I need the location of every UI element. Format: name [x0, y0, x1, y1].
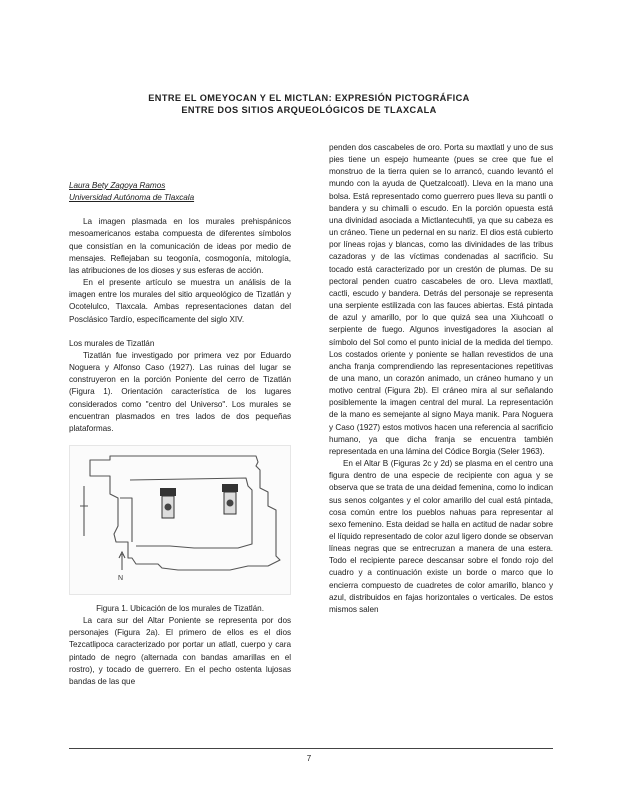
north-label: N: [118, 574, 124, 582]
left-column: [69, 180, 291, 688]
altar-west: [160, 488, 176, 518]
figure-1-site-plan: [69, 445, 291, 595]
paper-title: [40, 92, 578, 116]
page-number: 7: [306, 754, 312, 763]
north-arrow: [118, 552, 125, 582]
title-line-2: ENTRE DOS SITIOS ARQUEOLÓGICOS DE TLAXCALA: [181, 105, 437, 115]
altar-east: [222, 484, 238, 514]
section-heading: Los murales de Tizatlán: [69, 338, 155, 348]
footer-rule: [69, 748, 553, 749]
paragraph: En el presente artículo se muestra un análisis de la imagen entre los murales del sitio arqueológico de Tizatlán y Ocotelulco, Tlaxcala. Ambas representaciones datan del Posclásico Tardío, específicamente del siglo XIV.: [69, 278, 291, 324]
site-plan-drawing: [70, 446, 290, 594]
title-line-1: ENTRE EL OMEYOCAN Y EL MICTLAN: EXPRESIÓN PICTOGRÁFICA: [148, 93, 470, 103]
paragraph: Tizatlán fue investigado por primera vez por Eduardo Noguera y Alfonso Caso (1927). Las ruinas del lugar se construyeron en la porción Poniente del cerro de Tizatlán (Figura 1). Orientación característica de los lugares considerados como "centro del Universo". Los murales se encuentran plasmados en tres lados de dos pequeñas plataformas.: [69, 350, 291, 433]
paragraph: La imagen plasmada en los murales prehispánicos mesoamericanos estaba compuesta de diferentes símbolos que consistían en la comunicación de ideas por medio de mensajes. Reflejaban su teogonía, cosmogonía, mitología, las atribuciones de los dioses y sus esferas de acción.: [69, 217, 291, 275]
author-name: Laura Bety Zagoya Ramos: [69, 181, 166, 190]
figure-caption: Figura 1. Ubicación de los murales de Tizatlán.: [96, 603, 264, 613]
plan-step: [120, 498, 132, 542]
plan-left-edge: [80, 486, 88, 536]
author-affiliation: Universidad Autónoma de Tlaxcala: [69, 193, 195, 203]
paragraph: En el Altar B (Figuras 2c y 2d) se plasma en el centro una figura dentro de una especie de recipiente con agua y se observa que se trata de una deidad femenina, como lo indican sus senos colgantes y el color amarillo del cual está pintada, cosa común entre los pueblos nahuas para representar al sexo femenino. Esta deidad se halla en actitud de nadar sobre el líquido representado de color azul ligero donde se observan líneas negras que se entrecruzan a manera de una estera. Todo el recipiente parece descansar sobre el fondo rojo del cuadro y a continuación existe un borde o marco que lo encierra compuesto de cuadretes de color amarillo, blanco y azul, distribuidos en fajas horizontales o verticales. De estos mismos salen: [329, 459, 553, 614]
paragraph: La cara sur del Altar Poniente se representa por dos personajes (Figura 2a). El primero de ellos es el dios Tezcatlipoca caracterizado por portar un atlatl, cuerpo y cara pintado de negro (alternada con bandas amarillas en el rostro), y tocado de guerrero. En el pecho ostenta lujosas bandas de las que: [69, 616, 291, 686]
right-column: [329, 142, 553, 616]
paragraph: penden dos cascabeles de oro. Porta su maxtlatl y uno de sus pies tiene un espejo humeante (pues se cree que fue el monstruo de la tierra quien se lo arrancó, cuando levantó el mundo con la ayuda de Quetzalcoatl). Lleva en la mano una bolsa. Está representado como guerrero pues lleva su pantli o bandera y su chimalli o escudo. En la porción opuesta está una divinidad asociada a Mictlantecuhtli, ya que su cabeza es un cráneo. Tiene un pedernal en su nariz. El dios está cubierto por líneas rojas y blancas, como las divinidades de las tribus cazadoras y de las víctimas condenadas al sacrificio. Su tocado está caracterizado por un crestón de plumas. De su pectoral penden cuatro cascabeles de oro. Lleva maxtlatl, cactli, escudo y bandera. Detrás del personaje se representa una serpiente estilizada con las fauces abiertas. Está pintada de azul y amarillo, por lo que quizá sea una Xiuhcoatl o serpiente de fuego. Algunos investigadores la asocian al símbolo del Sol como el punto inicial de la medida del tiempo. Los costados oriente y poniente se hallan revestidos de una ancha franja comprendiendo las representaciones repetitivas de una mano, un corazón animado, un cráneo humano y un motivo central (Figura 2b). El cráneo mira al sur señalando posiblemente la imagen central del mural. La representación de la mano es semejante al signo Maya manik. Para Noguera y Caso (1927) estos motivos hacen una referencia al sacrificio humano, ya que dicha franja se encuentra también representada en una lámina del Códice Borgia (Seler 1963).: [329, 143, 553, 456]
